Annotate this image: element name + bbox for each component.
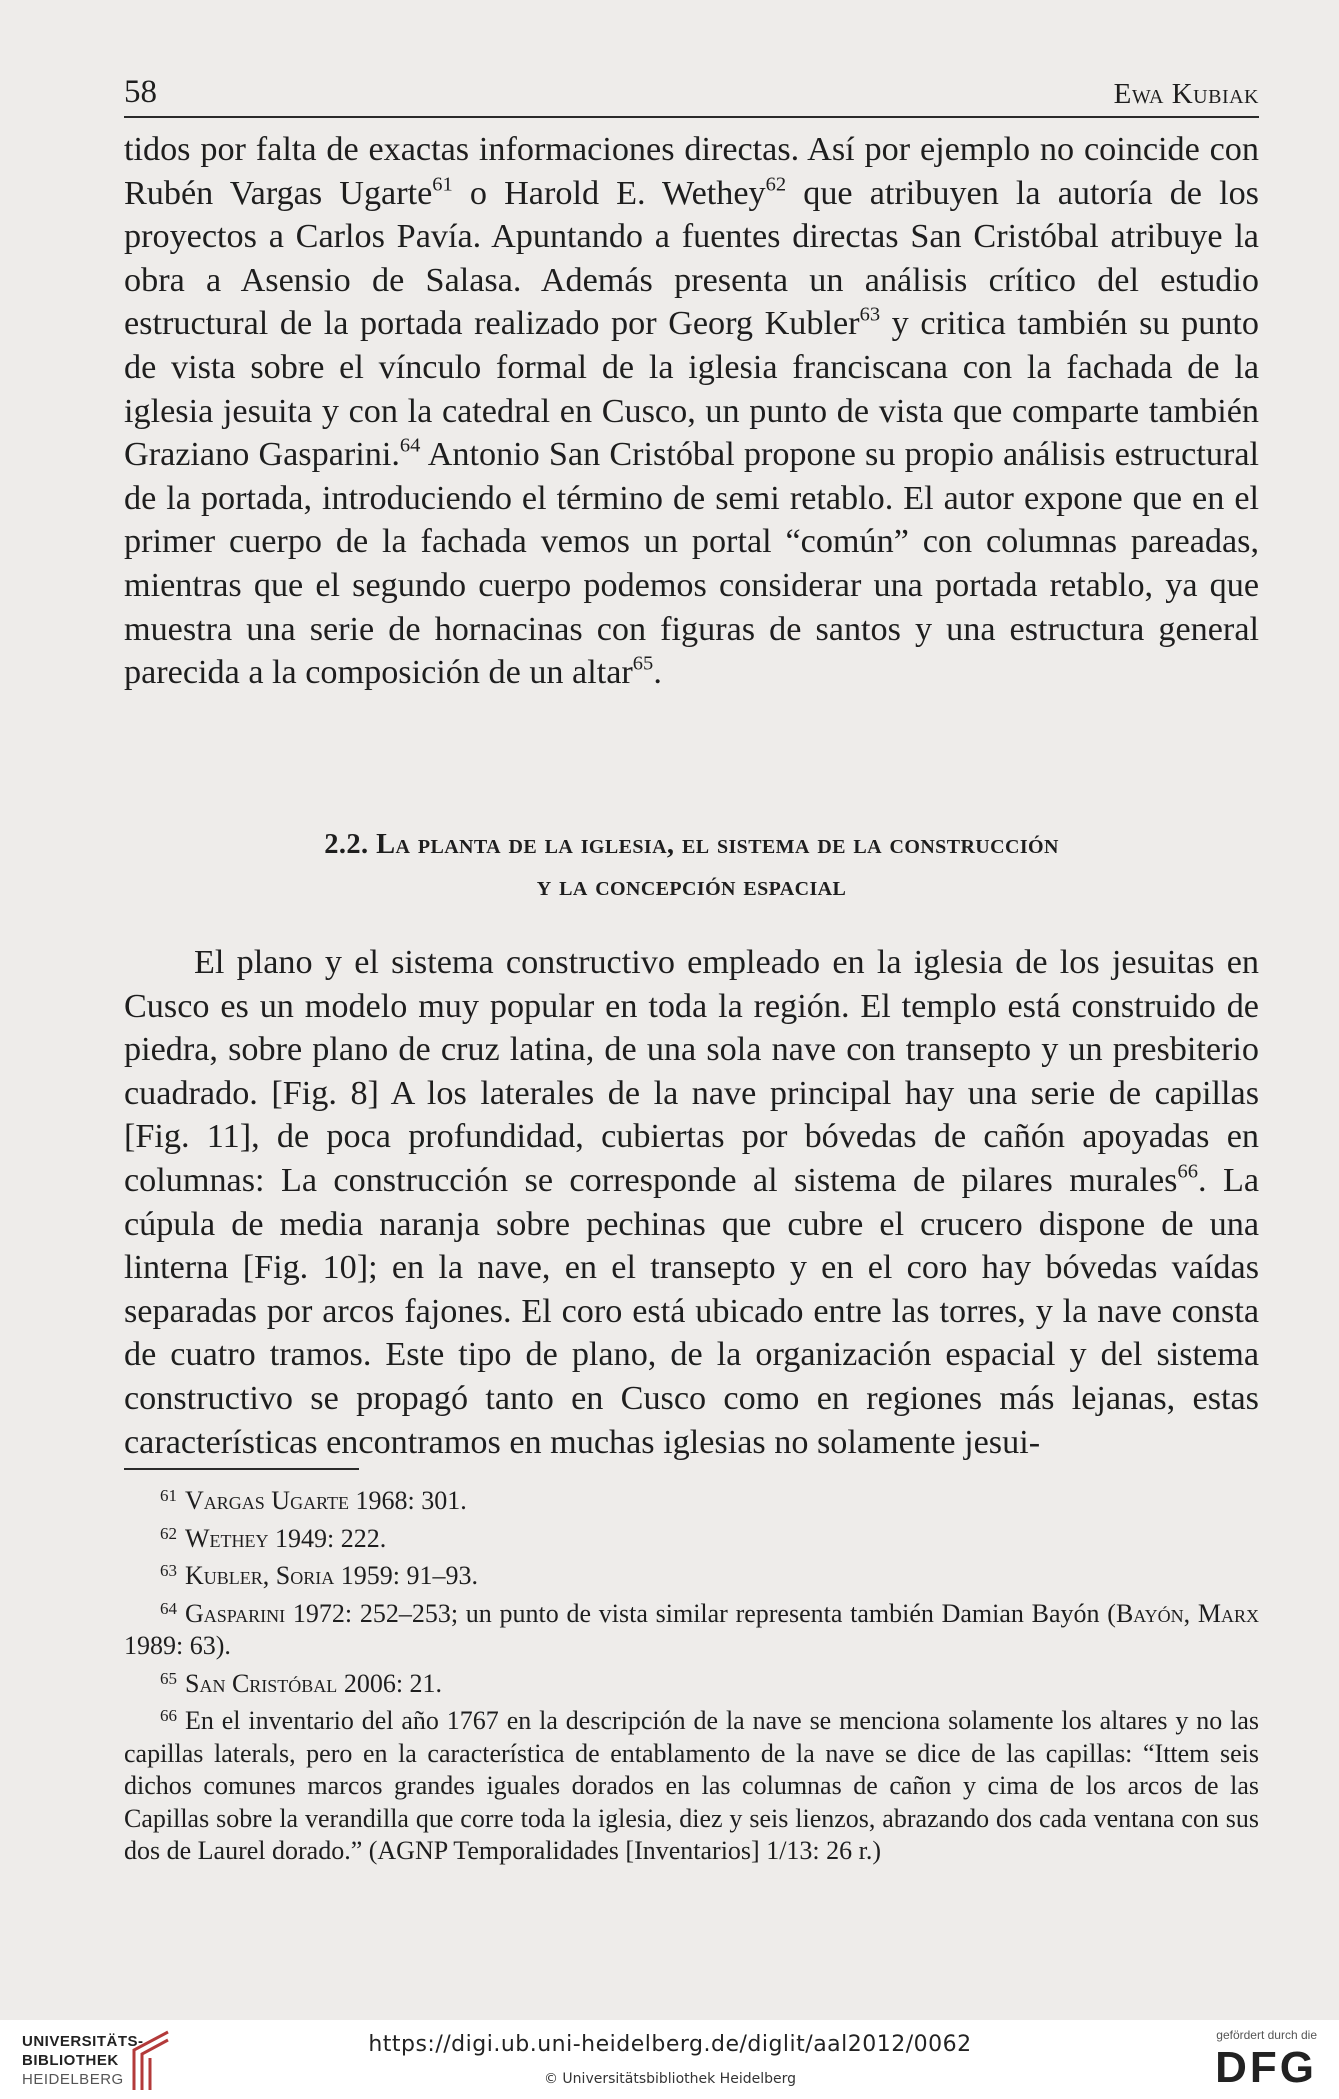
footnotes bbox=[124, 1480, 1259, 1868]
permalink-url[interactable]: https://digi.ub.uni-heidelberg.de/diglit/aal2012/0062 bbox=[368, 2032, 972, 2057]
footnote bbox=[124, 1555, 1259, 1593]
footnote-author: Vargas Ugarte bbox=[185, 1486, 349, 1515]
footnote-ref[interactable]: 64 bbox=[399, 434, 421, 457]
library-logo[interactable] bbox=[22, 2032, 144, 2089]
paragraph-2 bbox=[124, 941, 1259, 1464]
footnote-text: En el inventario del año 1767 en la descripción de la nave se menciona solamente los altares y no las capillas laterals, pero en la característica de entablamento de la nave se dice de las capillas: “Ittem seis dichos comunes marcos grandes iguales dorados en las columnas de cañon y cima de los arcos de las Capillas sobre la verandilla que corre toda la iglesia, diez y seis lienzos, abrazando dos cada ventana con sus dos de Laurel dorado.” (AGNP Temporalidades [Inventarios] 1/13: 26 r.) bbox=[124, 1706, 1259, 1865]
footnote-number: 66 bbox=[160, 1706, 177, 1725]
section-heading bbox=[124, 824, 1259, 908]
footnote-ref[interactable]: 63 bbox=[859, 304, 881, 327]
footnote-ref[interactable]: 66 bbox=[1177, 1160, 1198, 1183]
library-name-line: UNIVERSITÄTS- bbox=[22, 2033, 144, 2050]
footnote-author: San Cristóbal bbox=[185, 1668, 338, 1698]
footnote-text: 1972: 252–253; un punto de vista similar representa también Damian Bayón ( bbox=[285, 1598, 1116, 1628]
paragraph-text: . bbox=[653, 654, 662, 692]
footnote bbox=[124, 1700, 1259, 1868]
footnote bbox=[124, 1593, 1259, 1663]
footnote-number: 62 bbox=[160, 1523, 177, 1543]
footnote-text: 2006: 21. bbox=[337, 1668, 443, 1698]
page-number: 58 bbox=[124, 74, 157, 110]
footnote-ref[interactable]: 62 bbox=[765, 173, 787, 196]
section-heading-line-2: y la concepción espacial bbox=[536, 871, 847, 902]
footnote bbox=[124, 1663, 1259, 1701]
footnote bbox=[124, 1518, 1259, 1556]
library-name-line: BIBLIOTHEK bbox=[22, 2052, 119, 2069]
library-name-line: HEIDELBERG bbox=[22, 2071, 124, 2088]
paragraph-text: que atribuyen la autoría de los proyectos a Carlos Pavía. Apuntando a fuentes directas San Cristóbal atribuye la obra a Asensio de Salasa. Además presenta un análisis crítico del estudio estructural de la portada realizado por Georg Kubler bbox=[124, 174, 1259, 343]
paragraph-text: o Harold E. Wethey bbox=[452, 174, 766, 212]
funding-label: gefördert durch die bbox=[1216, 2028, 1317, 2042]
paragraph-text: El plano y el sistema constructivo empleado en la iglesia de los jesuitas en Cusco es un modelo muy popular en toda la región. El templo está construido de piedra, sobre plano de cruz latina, de una sola nave con transepto y un presbiterio cuadrado. [Fig. 8] A los laterales de la nave principal hay una serie de capillas [Fig. 11], de poca profundidad, cubiertas por bóvedas de cañón apoyadas en columnas: La construcción se corresponde al sistema de pilares murales bbox=[124, 944, 1259, 1199]
footnote-number: 64 bbox=[160, 1598, 177, 1618]
footnote-text: 1968: 301. bbox=[348, 1486, 467, 1515]
page-header bbox=[124, 66, 1259, 118]
copyright-notice: © Universitätsbibliothek Heidelberg bbox=[543, 2071, 796, 2087]
footnote-text: 1989: 63). bbox=[124, 1631, 231, 1660]
footnote-text: 1949: 222. bbox=[268, 1523, 387, 1553]
footnote-text: 1959: 91–93. bbox=[334, 1561, 478, 1590]
viewer-footer bbox=[0, 2020, 1339, 2099]
library-emblem-icon bbox=[128, 2028, 184, 2092]
footnote-number: 61 bbox=[160, 1486, 177, 1505]
paragraph-text: tidos por falta de exactas informaciones directas. Así por ejemplo no coincide con Rubén Vargas Ugarte bbox=[124, 131, 1259, 212]
paragraph-1 bbox=[124, 128, 1259, 695]
footnote-author: Bayón, Marx bbox=[1115, 1598, 1259, 1628]
footnote-author: Wethey bbox=[185, 1523, 269, 1553]
dfg-logo[interactable]: DFG bbox=[1215, 2043, 1317, 2092]
footnote-separator bbox=[124, 1468, 359, 1470]
footnote-author: Kubler, Soria bbox=[185, 1561, 335, 1590]
paragraph-text: Antonio San Cristóbal propone su propio análisis estructural de la portada, introduciendo el término de semi retablo. El autor expone que en el primer cuerpo de la fachada vemos un portal “común” con columnas pareadas, mientras que el segundo cuerpo podemos considerar una portada retablo, ya que muestra una serie de hornacinas con figuras de santos y una estructura general parecida a la composición de un altar bbox=[124, 436, 1259, 692]
footnote-number: 65 bbox=[160, 1668, 177, 1688]
paragraph-text: . La cúpula de media naranja sobre pechinas que cubre el crucero dispone de una linterna [Fig. 10]; en la nave, en el transepto y en el coro hay bóvedas vaídas separadas por arcos fajones. El coro está ubicado entre las torres, y la nave consta de cuatro tramos. Este tipo de plano, de la organización espacial y del sistema constructivo se propagó tanto en Cusco como en regiones más lejanas, estas características encontramos en muchas iglesias no solamente jesui- bbox=[124, 1161, 1259, 1461]
footnote-ref[interactable]: 65 bbox=[632, 652, 654, 675]
running-head: Ewa Kubiak bbox=[1113, 78, 1259, 110]
footnote-author: Gasparini bbox=[185, 1598, 286, 1628]
footnote bbox=[124, 1480, 1259, 1518]
paragraph-text: y critica también su punto de vista sobre el vínculo formal de la iglesia franciscana con la fachada de la iglesia jesuita y con la catedral en Cusco, un punto de vista que comparte también Graziano Gasparini. bbox=[124, 305, 1259, 474]
footnote-number: 63 bbox=[160, 1561, 177, 1580]
section-heading-line-1: 2.2. La planta de la iglesia, el sistema de la construcción bbox=[324, 829, 1059, 860]
footnote-ref[interactable]: 61 bbox=[432, 173, 453, 196]
